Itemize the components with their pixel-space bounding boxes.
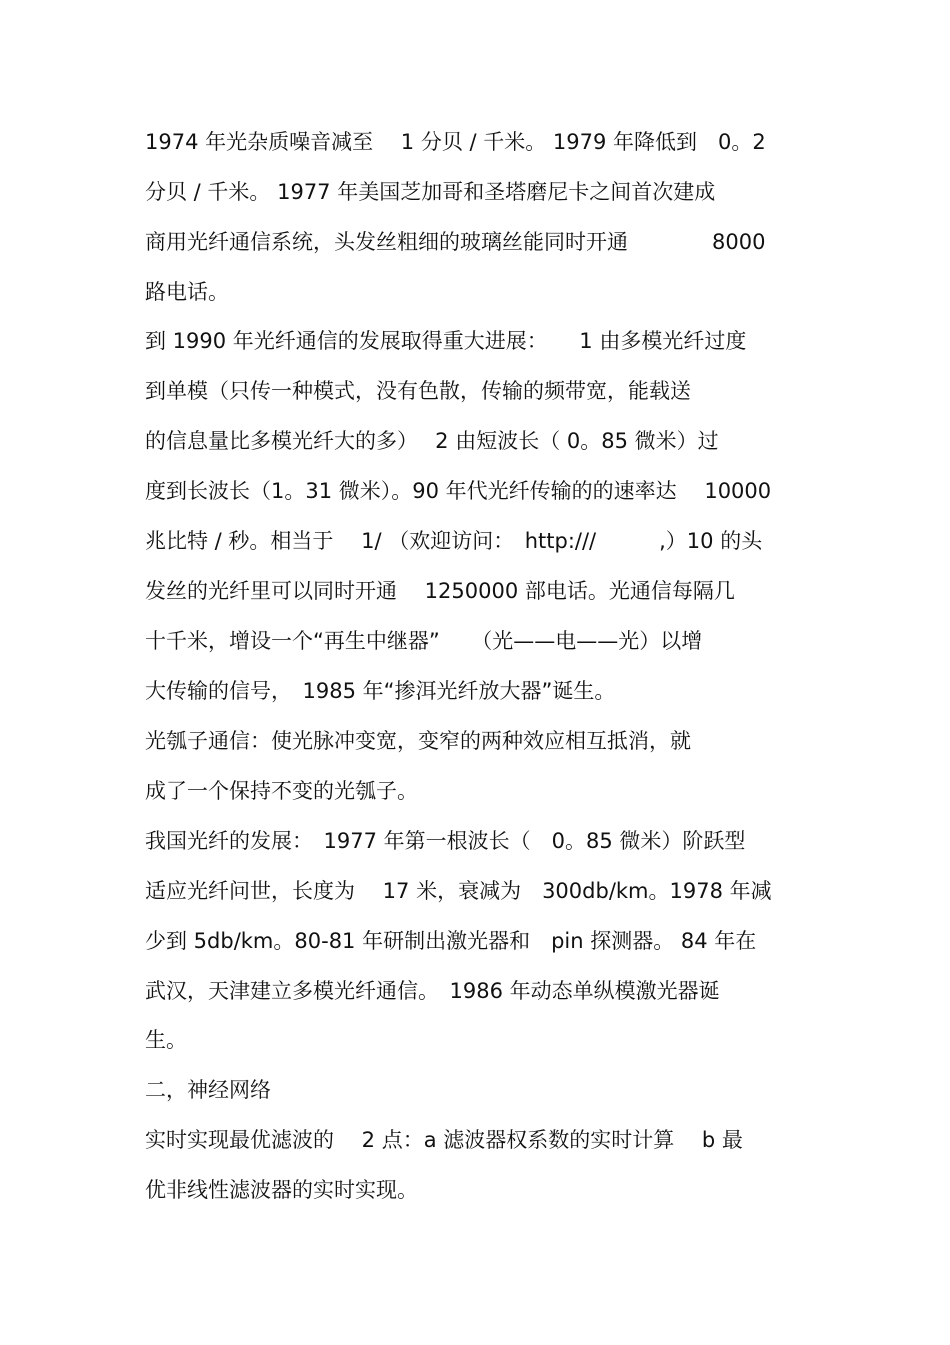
text-line: 的信息量比多模光纤大的多） 2 由短波长（ 0。85 微米）过: [145, 429, 719, 453]
text-line: 到 1990 年光纤通信的发展取得重大进展： 1 由多模光纤过度: [145, 329, 747, 353]
text-line: 商用光纤通信系统，头发丝粗细的玻璃丝能同时开通 8000: [145, 230, 766, 254]
text-line: 大传输的信号， 1985 年“掺洱光纤放大器”诞生。: [145, 679, 616, 703]
text-line: 十千米，增设一个“再生中继器” （光——电——光）以增: [145, 629, 703, 653]
text-line: 生。: [145, 1028, 187, 1052]
text-line: 兆比特 / 秒。相当于 1/ （欢迎访问： http:/// ,）10 的头: [145, 529, 763, 553]
text-line: 度到长波长（1。31 微米）。90 年代光纤传输的的速率达 10000: [145, 479, 772, 503]
section-heading: 二，神经网络: [145, 1078, 271, 1102]
text-line: 武汉，天津建立多模光纤通信。 1986 年动态单纵模激光器诞: [145, 979, 720, 1003]
text-line: 1974 年光杂质噪音减至 1 分贝 / 千米。 1979 年降低到 0。2: [145, 130, 766, 154]
text-line: 我国光纤的发展： 1977 年第一根波长（ 0。85 微米）阶跃型: [145, 829, 746, 853]
text-line: 成了一个保持不变的光瓠子。: [145, 779, 418, 803]
text-line: 发丝的光纤里可以同时开通 1250000 部电话。光通信每隔几: [145, 579, 735, 603]
text-line: 路电话。: [145, 280, 229, 304]
text-line: 光瓠子通信：使光脉冲变宽，变窄的两种效应相互抵消，就: [145, 729, 691, 753]
text-line: 到单模（只传一种模式，没有色散，传输的频带宽，能载送: [145, 379, 691, 403]
text-line: 实时实现最优滤波的 2 点：a 滤波器权系数的实时计算 b 最: [145, 1128, 743, 1152]
text-line: 优非线性滤波器的实时实现。: [145, 1178, 418, 1202]
text-line: 分贝 / 千米。 1977 年美国芝加哥和圣塔磨尼卡之间首次建成: [145, 180, 716, 204]
text-line: 适应光纤问世，长度为 17 米，衰减为 300db/km。1978 年减: [145, 879, 772, 903]
text-line: 少到 5db/km。80-81 年研制出激光器和 pin 探测器。 84 年在: [145, 929, 757, 953]
